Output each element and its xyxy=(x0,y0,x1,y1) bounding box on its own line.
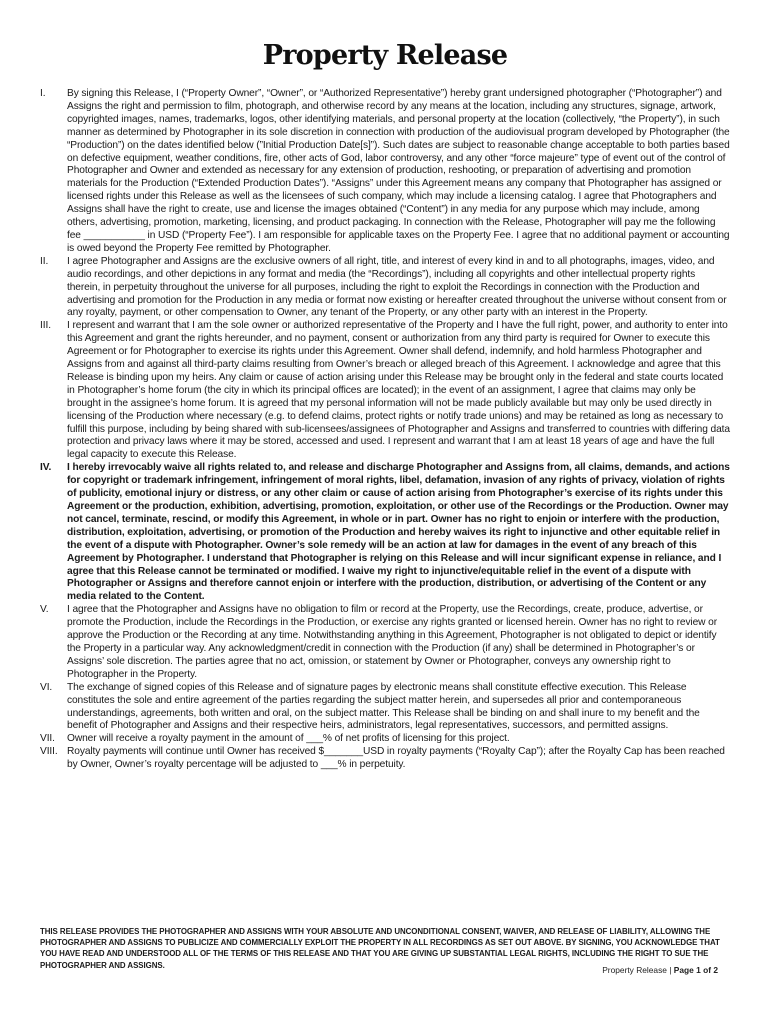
clause-7 xyxy=(40,733,730,746)
footer-label: Property Release xyxy=(602,965,667,975)
clause-number: VI. xyxy=(40,681,53,693)
clause-number: I. xyxy=(40,88,46,99)
clause-1 xyxy=(40,88,730,256)
document-title: Property Release xyxy=(262,40,508,71)
clause-8 xyxy=(40,746,730,772)
clause-number: III. xyxy=(40,320,51,332)
clause-text: Owner will receive a royalty payment in the amount of ___% of net profits of licensing for this project. xyxy=(67,733,510,745)
clause-text: I hereby irrevocably waive all rights related to, and release and discharge Photographer and Assigns from, all claims, demands, and actions for copyright or trademark infringement, infringement of moral rights, libel, defamation, invasion of any rights of privacy, violation of rights of publicity, emotional injury or distress, or any other claim or cause of action arising from Photographer’s exercise of its rights under this Agreement or the production, exhibition, advertising, promotion, exploitation, or other use of the Recordings or the Production. Owner may not cancel, terminate, rescind, or modify this Agreement, in whole or in part. Owner has no right to enjoin or interfere with the production, distribution, exploitation, advertising, or promotion of the Production and hereby waives its right to injunctive and other equitable relief in the event of a dispute with Photographer. Owner’s sole remedy will be an action at law for damages in the event of any breach of this Agreement by Photographer. I understand that Photographer is relying on this Release and will incur significant expense in reliance, and I agree that this Release cannot be terminated or modified. I waive my right to injunctive/equitable relief in the event of a dispute with Photographer or Assigns and therefore cannot enjoin or interfere with the production, distribution, or advertising of the Content or any media related to the Content. xyxy=(67,462,730,603)
clause-number: VII. xyxy=(40,733,55,745)
legal-disclaimer: THIS RELEASE PROVIDES THE PHOTOGRAPHER AND ASSIGNS WITH YOUR ABSOLUTE AND UNCONDITIONAL CONSENT, WAIVER, AND RELEASE OF LIABILITY, ALLOWING THE PHOTOGRAPHER AND ASSIGNS TO PUBLICIZE AND COMMERCIALLY EXPLOIT THE PROPERTY IN ALL RECORDINGS AS SET OUT ABOVE. BY SIGNING, YOU ACKNOWLEDGE THAT YOU HAVE READ AND UNDERSTOOD ALL OF THE TERMS OF THIS RELEASE AND THAT YOU ARE GIVING UP SUBSTANTIAL LEGAL RIGHTS, INCLUDING THE RIGHT TO SUE THE PHOTOGRAPHER AND ASSIGNS. xyxy=(40,927,720,970)
clause-3 xyxy=(40,320,730,462)
clause-text: The exchange of signed copies of this Release and of signature pages by electronic means shall constitute effective execution. This Release constitutes the sole and entire agreement of the parties regarding the subject matter herein, and supersedes all prior and contemporaneous understandings, agreements, both written and oral, on the subject matter. This Release shall be binding on and shall inure to my benefit and the benefit of Photographer and Assigns and their respective heirs, administrators, legal representatives, successors, and permitted assigns. xyxy=(67,681,700,732)
clause-number: IV. xyxy=(40,462,52,474)
clause-4-waiver xyxy=(40,462,730,604)
clause-list xyxy=(40,88,730,772)
clause-text: I represent and warrant that I am the sole owner or authorized representative of the Property and I have the full right, power, and authority to enter into this Agreement and grant the rights hereunder, and no payment, consent or authorization from any third party is required for Owner to execute this Agreement or for Photographer to exercise its rights under this Agreement. Owner shall defend, indemnify, and hold harmless Photographer and Assigns from and against all third-party claims resulting from Owner’s breach or alleged breach of this Agreement. I acknowledge and agree that this Release is binding upon my heirs. Any claim or cause of action arising under this Release may be brought only in the federal and state courts located in Photographer’s home forum (the city in which its principal offices are located); in the event of an assignment, I agree that claims may only be brought in the assignee’s home forum. It is agreed that my personal information will not be made publicly available but may only be used directly in licensing of the Production where necessary (e.g. to defend claims, protect rights or notify trade unions) and may be retained as long as necessary to fulfill this purpose, including by being shared with sub-licensees/assignees of Photographer and Assigns and transferred to countries with differing data protection and privacy laws where it may be stored, accessed and used. I represent and warrant that I am at least 18 years of age and have the full legal capacity to execute this Release. xyxy=(67,320,730,461)
clause-number: II. xyxy=(40,255,49,267)
clause-text: I agree that the Photographer and Assigns have no obligation to film or record at the Property, use the Recordings, create, produce, advertise, or promote the Production, include the Recordings in the Production, or exercise any rights granted or licensed herein. Owner has no right to review or approve the Production or the Recording at any time. Notwithstanding anything in this Agreement, Photographer is not obligated to depict or identify the Property in a particular way. Any acknowledgment/credit in connection with the Production (if any) shall be determined in Photographer’s or Assigns’ sole discretion. The parties agree that no act, omission, or statement by Owner or Photographer, conveys any ownership right to Photographer in the Property. xyxy=(67,604,718,680)
clause-text: Royalty payments will continue until Owner has received $_______USD in royalty payments (“Royalty Cap”); after the Royalty Cap has been reached by Owner, Owner’s royalty percentage will be adjusted to ___% in perpetuity. xyxy=(67,746,725,771)
clause-6 xyxy=(40,682,730,734)
page-number: Page 1 of 2 xyxy=(673,965,718,975)
clause-5 xyxy=(40,604,730,681)
clause-2 xyxy=(40,256,730,321)
clause-text: By signing this Release, I (“Property Owner”, “Owner”, or “Authorized Representative”) hereby grant undersigned photographer (“Photographer”) and Assigns the right and permission to film, photograph, and otherwise record by any means at the location, including any structures, signage, artwork, copyrighted images, names, trademarks, logos, other identifying materials, and personal property at the location (collectively, “the Property”), in such manner as determined by Photographer in its sole discretion in connection with production of the audiovisual program developed by Photographer (the “Production”) on the dates identified below (”Initial Production Date[s]”). Such dates are subject to reasonable change acceptable to both parties based on defective equipment, weather conditions, fire, other acts of God, labor controversy, and any other “force majeure” type of event out of the control of Photographer and Owner and extended as necessary for any extension of production, reshooting, or preparation of advertising and promotion materials for the Production (“Extended Production Dates”). “Assigns” under this Agreement means any company that Photographer has assigned or licensed rights under this Release as well as the licensees of such company, which may include a licensing catalog. I agree that Photographers and Assigns shall have the right to create, use and license the images obtained (“Content”) in any media for any purpose which may include, among others, advertising, promotion, marketing, licensing, and product packaging. In connection with the Release, Photographer will pay me the following fee ___________ in USD (“Property Fee”). I am responsible for applicable taxes on the Property Fee. I agree that no additional payment or accounting is owed beyond the Property Fee remitted by Photographer. xyxy=(67,88,730,254)
footer-separator: | xyxy=(669,965,672,975)
clause-number: VIII. xyxy=(40,746,58,758)
clause-text: I agree Photographer and Assigns are the exclusive owners of all right, title, and interest of every kind in and to all photographs, images, video, and audio recordings, and other depictions in any format and media (the “Recordings”), including all copyrights and other intellectual property rights therein, in perpetuity throughout the universe for all purposes, including the right to exploit the Recordings in connection with the Production and advertising and promotion for the Production in any media or format now existing or hereafter created throughout the universe without consent from or any royalty, payment, or other compensation to Owner, any tenant of the Property, or any other party with an interest in the Property. xyxy=(67,255,727,319)
clause-number: V. xyxy=(40,604,49,616)
page-footer xyxy=(602,965,718,975)
